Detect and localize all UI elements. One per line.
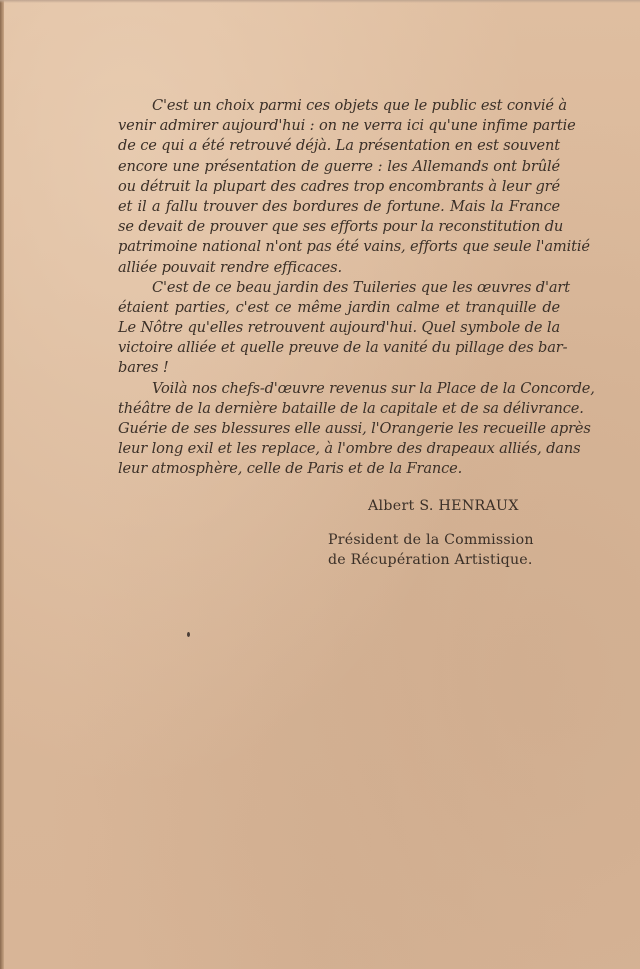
paragraph-2	[118, 278, 570, 379]
text-line: théâtre de la dernière bataille de la capitale et de sa délivrance.	[118, 399, 584, 417]
text-line: se devait de prouver que ses efforts pour la reconstitution du	[118, 218, 564, 236]
signature-title-line: Président de la Commission	[328, 532, 534, 548]
text-line: et il a fallu trouver des bordures de fortune. Mais la France	[118, 197, 560, 215]
text-line: patrimoine national n'ont pas été vains, efforts que seule l'amitié	[118, 238, 590, 256]
signature-title	[328, 530, 534, 570]
text-line: victoire alliée et quelle preuve de la vanité du pillage des bar-	[118, 339, 568, 357]
text-line: bares !	[118, 359, 169, 377]
text-line: leur long exil et les replace, à l'ombre des drapeaux alliés, dans	[118, 440, 581, 458]
paragraph-1	[118, 96, 590, 278]
text-line: étaient parties, c'est ce même jardin calme et tranquille de	[118, 298, 560, 316]
signature-name: Albert S. HENRAUX	[368, 498, 519, 514]
text-line: de ce qui a été retrouvé déjà. La présentation en est souvent	[118, 137, 560, 155]
text-line: C'est de ce beau jardin des Tuileries que les œuvres d'art	[152, 278, 570, 296]
text-line: Guérie de ses blessures elle aussi, l'Orangerie les recueille après	[118, 420, 591, 437]
page-top-edge	[0, 0, 640, 3]
text-line: Voilà nos chefs-d'œuvre revenus sur la Place de la Concorde,	[152, 379, 595, 397]
body-text	[118, 96, 595, 480]
text-line: leur atmosphère, celle de Paris et de la France.	[118, 460, 463, 478]
text-line: C'est un choix parmi ces objets que le public est convié à	[152, 97, 567, 114]
text-line: ou détruit la plupart des cadres trop encombrants à leur gré	[118, 177, 560, 195]
paragraph-3	[118, 379, 595, 480]
text-line: Le Nôtre qu'elles retrouvent aujourd'hui. Quel symbole de la	[118, 319, 560, 337]
page-left-edge	[0, 0, 4, 969]
paper-speck	[187, 632, 190, 637]
text-line: encore une présentation de guerre : les Allemands ont brûlé	[118, 157, 560, 175]
text-line: alliée pouvait rendre efficaces.	[118, 258, 342, 276]
signature-title-line: de Récupération Artistique.	[328, 552, 533, 568]
text-line: venir admirer aujourd'hui : on ne verra ici qu'une infime partie	[118, 117, 576, 135]
